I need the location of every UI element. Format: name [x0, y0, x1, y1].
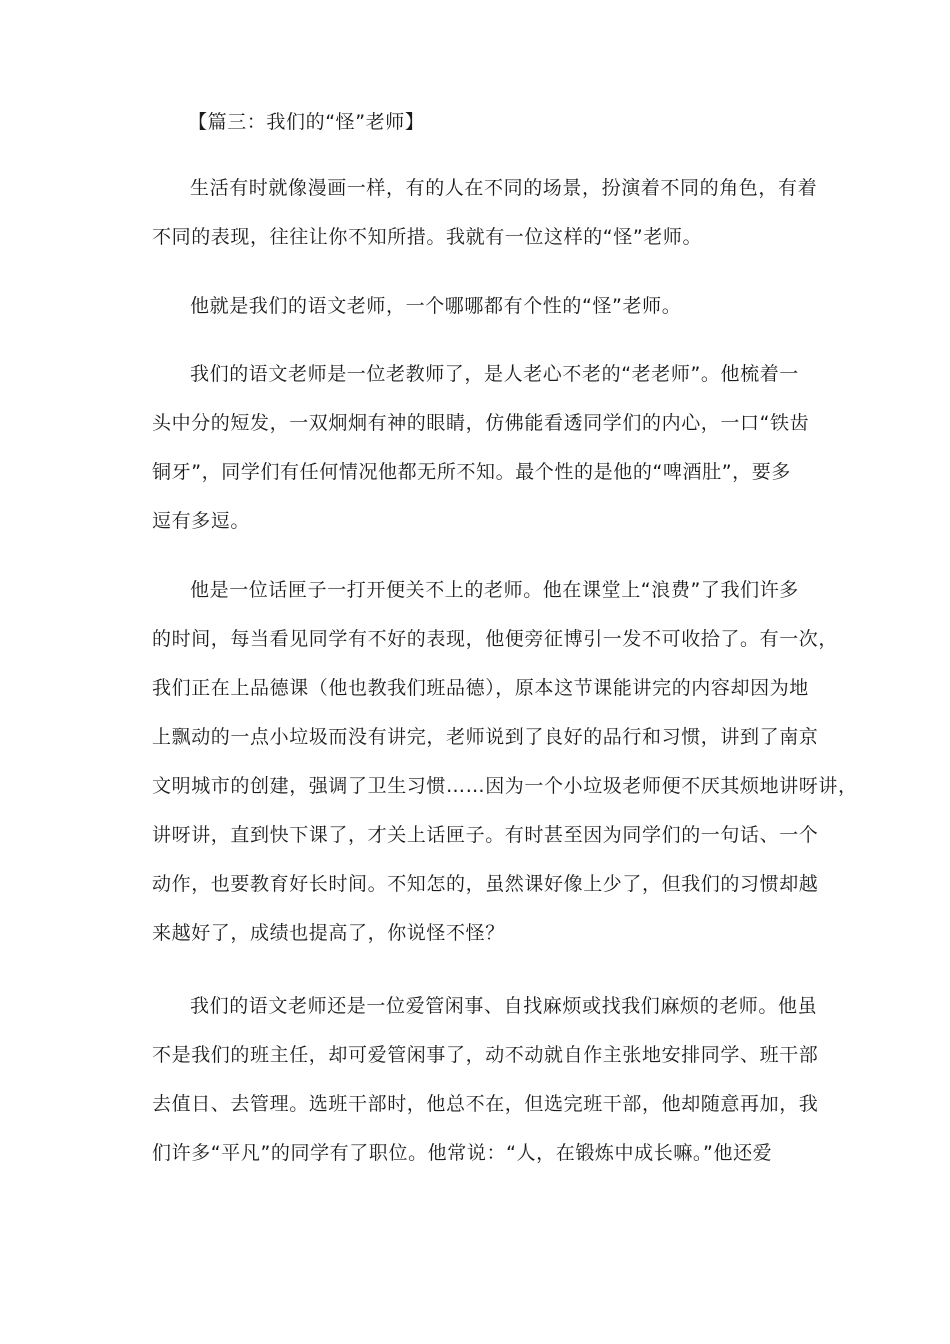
paragraph-line: 去值日、去管理。选班干部时，他总不在，但选完班干部，他却随意再加，我 — [152, 1093, 819, 1115]
paragraph-line: 他是一位话匣子一打开便关不上的老师。他在课堂上“浪费”了我们许多 — [190, 579, 799, 601]
paragraph-line: 我们的语文老师是一位老教师了，是人老心不老的“老老师”。他梳着一 — [190, 363, 799, 385]
paragraph-line: 逗有多逗。 — [152, 510, 251, 532]
paragraph-line: 头中分的短发，一双炯炯有神的眼睛，仿佛能看透同学们的内心，一口“铁齿 — [152, 412, 810, 434]
paragraph-4 — [152, 566, 858, 958]
paragraph-line: 我们的语文老师还是一位爱管闲事、自找麻烦或找我们麻烦的老师。他虽 — [190, 995, 818, 1017]
paragraph-1 — [152, 164, 818, 262]
paragraph-line: 我们正在上品德课（他也教我们班品德），原本这节课能讲完的内容却因为地 — [152, 677, 809, 699]
paragraph-line: 文明城市的创建，强调了卫生习惯……因为一个小垃圾老师便不厌其烦地讲呀讲， — [152, 775, 858, 797]
paragraph-5 — [152, 982, 819, 1178]
paragraph-2 — [152, 282, 812, 331]
paragraph-line: 铜牙”，同学们有任何情况他都无所不知。最个性的是他的“啤酒肚”，要多 — [152, 461, 791, 483]
paragraph-line: 上飘动的一点小垃圾而没有讲完，老师说到了良好的品行和习惯，讲到了南京 — [152, 726, 819, 748]
paragraph-line: 他就是我们的语文老师，一个哪哪都有个性的“怪”老师。 — [190, 295, 682, 317]
paragraph-line: 不是我们的班主任，却可爱管闲事了，动不动就自作主张地安排同学、班干部 — [152, 1044, 819, 1066]
paragraph-line: 来越好了，成绩也提高了，你说怪不怪？ — [152, 922, 505, 944]
paragraph-line: 们许多“平凡”的同学有了职位。他常说：“人，在锻炼中成长嘛。”他还爱 — [152, 1142, 773, 1164]
document-title: 【篇三：我们的“怪”老师】 — [188, 111, 425, 133]
paragraph-line: 不同的表现，往往让你不知所措。我就有一位这样的“怪”老师。 — [152, 226, 703, 248]
paragraph-line: 讲呀讲，直到快下课了，才关上话匣子。有时甚至因为同学们的一句话、一个 — [152, 824, 819, 846]
paragraph-line: 生活有时就像漫画一样，有的人在不同的场景，扮演着不同的角色，有着 — [190, 177, 818, 199]
paragraph-3 — [152, 350, 812, 546]
paragraph-line: 的时间，每当看见同学有不好的表现，他便旁征博引一发不可收拾了。有一次， — [152, 628, 839, 650]
paragraph-line: 动作，也要教育好长时间。不知怎的，虽然课好像上少了，但我们的习惯却越 — [152, 873, 819, 895]
